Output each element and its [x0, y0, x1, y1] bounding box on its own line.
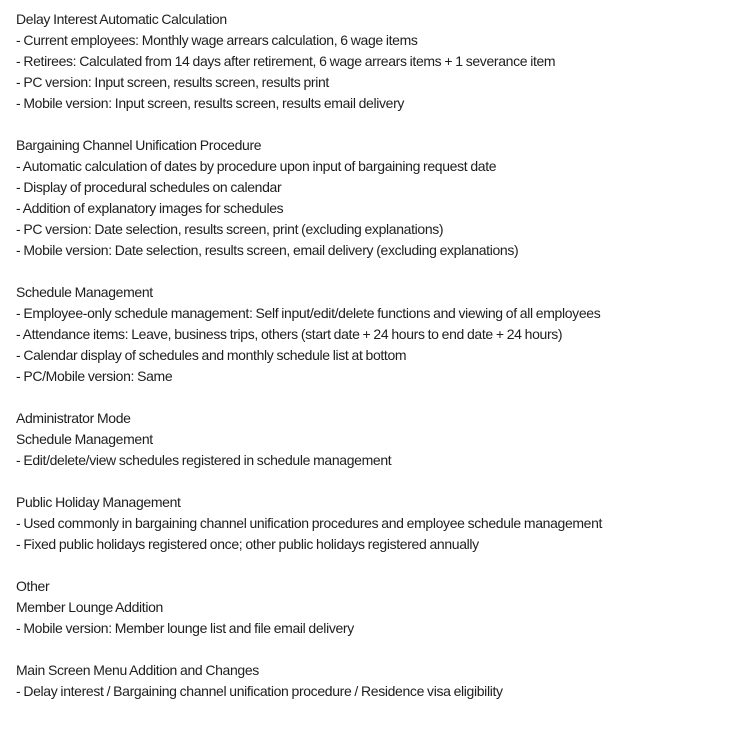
list-item: - PC version: Input screen, results screen, results print	[16, 74, 329, 90]
list-item: - Addition of explanatory images for schedules	[16, 200, 284, 216]
section-title: Public Holiday Management	[16, 494, 181, 510]
section-other	[16, 576, 736, 639]
section-main-screen-menu	[16, 660, 736, 702]
section-subtitle: Schedule Management	[16, 431, 153, 447]
section-delay-interest	[16, 9, 736, 114]
section-title: Main Screen Menu Addition and Changes	[16, 662, 259, 678]
section-title: Delay Interest Automatic Calculation	[16, 11, 227, 27]
list-item: - Attendance items: Leave, business trips, others (start date + 24 hours to end date + 24 hours)	[16, 326, 563, 342]
list-item: - Fixed public holidays registered once; other public holidays registered annually	[16, 536, 479, 552]
section-public-holiday	[16, 492, 736, 555]
list-item: - PC version: Date selection, results screen, print (excluding explanations)	[16, 221, 444, 237]
list-item: - Current employees: Monthly wage arrears calculation, 6 wage items	[16, 32, 418, 48]
section-bargaining-channel	[16, 135, 736, 261]
list-item: - Mobile version: Member lounge list and file email delivery	[16, 620, 354, 636]
list-item: - Mobile version: Input screen, results screen, results email delivery	[16, 95, 405, 111]
section-subtitle: Member Lounge Addition	[16, 599, 163, 615]
list-item: - PC/Mobile version: Same	[16, 368, 173, 384]
section-schedule-management	[16, 282, 736, 387]
list-item: - Mobile version: Date selection, results screen, email delivery (excluding explanations)	[16, 242, 519, 258]
list-item: - Edit/delete/view schedules registered in schedule management	[16, 452, 392, 468]
document-body	[16, 9, 736, 723]
list-item: - Employee-only schedule management: Self input/edit/delete functions and viewing of all employees	[16, 305, 601, 321]
list-item: - Used commonly in bargaining channel unification procedures and employee schedule management	[16, 515, 603, 531]
list-item: - Calendar display of schedules and monthly schedule list at bottom	[16, 347, 407, 363]
list-item: - Display of procedural schedules on calendar	[16, 179, 282, 195]
list-item: - Retirees: Calculated from 14 days after retirement, 6 wage arrears items + 1 severance item	[16, 53, 556, 69]
section-title: Other	[16, 578, 50, 594]
section-title: Administrator Mode	[16, 410, 131, 426]
list-item: - Delay interest / Bargaining channel unification procedure / Residence visa eligibility	[16, 683, 503, 699]
list-item: - Automatic calculation of dates by procedure upon input of bargaining request date	[16, 158, 497, 174]
section-title: Schedule Management	[16, 284, 153, 300]
section-administrator-mode	[16, 408, 736, 471]
section-title: Bargaining Channel Unification Procedure	[16, 137, 262, 153]
